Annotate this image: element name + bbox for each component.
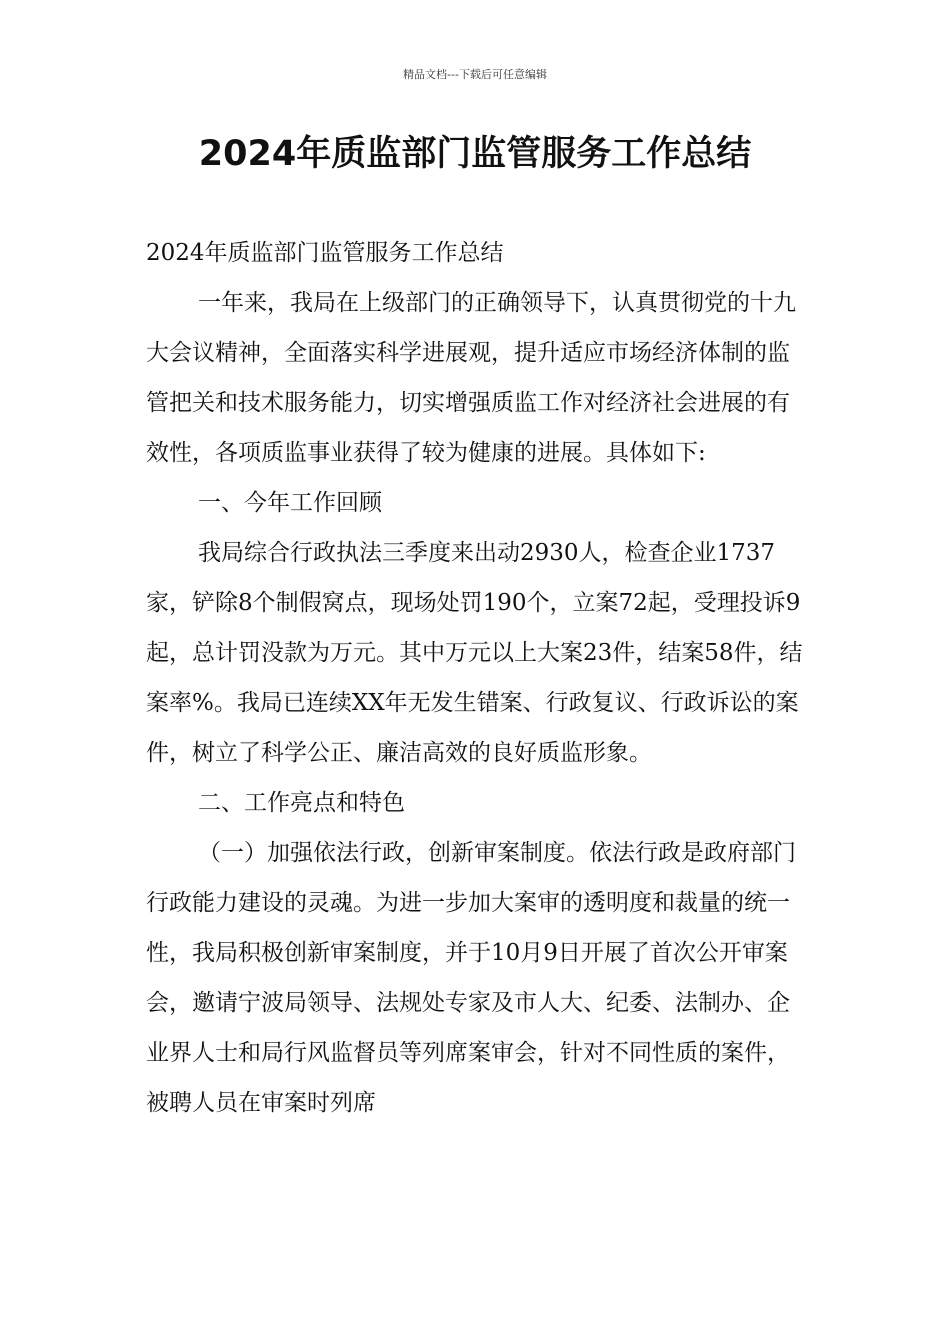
section-heading-highlights: 二、工作亮点和特色 [198, 790, 405, 816]
paragraph-review: 我局综合行政执法三季度来出动2930人，检查企业1737家，铲除8个制假窝点，现场处罚190个，立案72起，受理投诉9起，总计罚没款为万元。其中万元以上大案23件，结案58件，结案率%。我局已连续XX年无发生错案、行政复议、行政诉讼的案件，树立了科学公正、廉洁高效的良好质监形象。 [146, 540, 803, 766]
lead-title: 2024年质监部门监管服务工作总结 [146, 240, 504, 266]
document-title: 2024年质监部门监管服务工作总结 [198, 134, 752, 174]
document-body [146, 228, 810, 1128]
paragraph-highlight-1: （一）加强依法行政，创新审案制度。依法行政是政府部门行政能力建设的灵魂。为进一步加大案审的透明度和裁量的统一性，我局积极创新审案制度，并于10月9日开展了首次公开审案会，邀请宁波局领导、法规处专家及市人大、纪委、法制办、企业界人士和局行风监督员等列席案审会，针对不同性质的案件，被聘人员在审案时列席 [146, 840, 796, 1116]
section-heading-review: 一、今年工作回顾 [198, 490, 382, 516]
header-note: 精品文档---下载后可任意编辑 [403, 68, 547, 81]
paragraph-intro: 一年来，我局在上级部门的正确领导下，认真贯彻党的十九大会议精神，全面落实科学进展观，提升适应市场经济体制的监管把关和技术服务能力，切实增强质监工作对经济社会进展的有效性，各项质监事业获得了较为健康的进展。具体如下: [146, 290, 796, 466]
